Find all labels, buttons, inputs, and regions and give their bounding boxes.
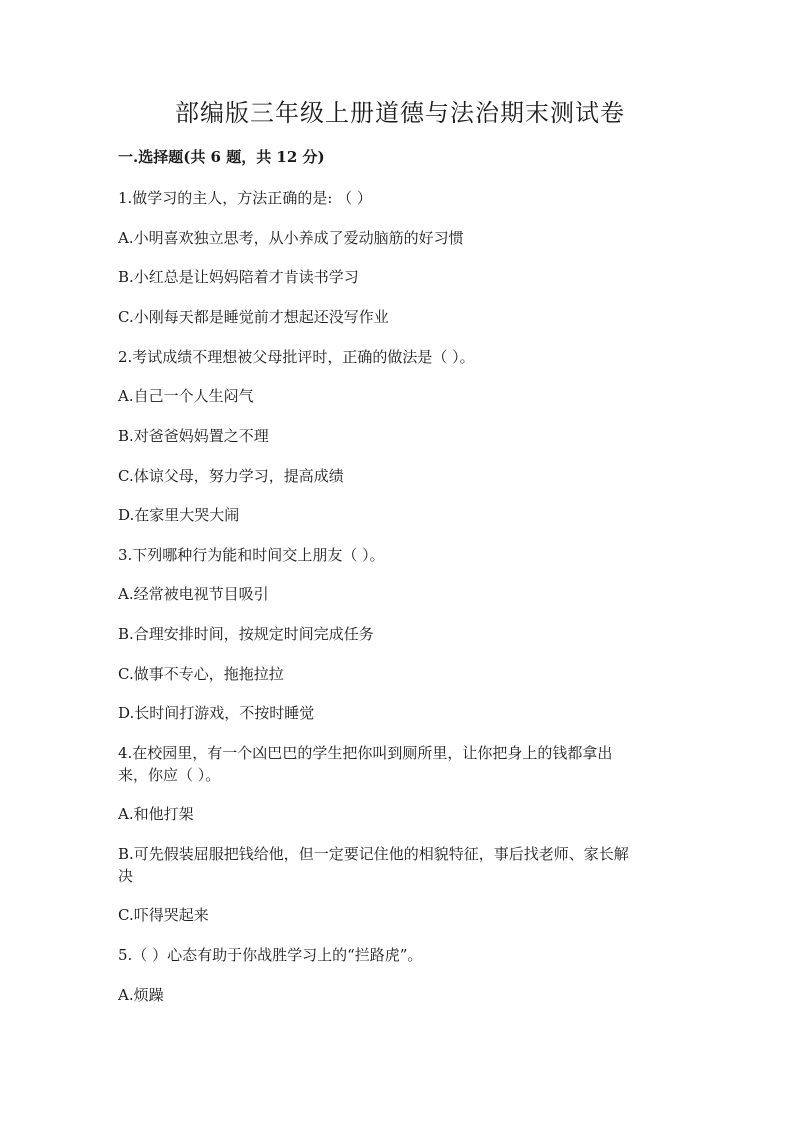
question-4-stem-line-2: 来，你应（ ）。	[118, 766, 221, 784]
question-2-option-d: D.在家里大哭大闹	[118, 506, 240, 524]
question-1-stem: 1.做学习的主人，方法正确的是: （ ）	[118, 189, 372, 207]
question-2-option-b: B.对爸爸妈妈置之不理	[118, 427, 269, 445]
question-3-option-a: A.经常被电视节目吸引	[118, 585, 269, 603]
question-5-option-a: A.烦躁	[118, 986, 164, 1004]
section-heading: 一.选择题(共 6 题，共 12 分)	[118, 148, 325, 166]
question-1-option-c: C.小刚每天都是睡觉前才想起还没写作业	[118, 308, 389, 326]
question-5-stem: 5.（ ）心态有助于你战胜学习上的“拦路虎”。	[118, 946, 423, 964]
question-2-option-c: C.体谅父母，努力学习，提高成绩	[118, 467, 344, 485]
question-2-option-a: A.自己一个人生闷气	[118, 387, 254, 405]
question-3-option-c: C.做事不专心，拖拖拉拉	[118, 665, 284, 683]
question-4-option-a: A.和他打架	[118, 805, 194, 823]
question-1-option-b: B.小红总是让妈妈陪着才肯读书学习	[118, 268, 359, 286]
question-3-option-d: D.长时间打游戏，不按时睡觉	[118, 704, 315, 722]
question-4-option-c: C.吓得哭起来	[118, 906, 209, 924]
question-4-option-b-line-1: B.可先假装屈服把钱给他，但一定要记住他的相貌特征，事后找老师、家长解	[118, 845, 629, 863]
question-3-option-b: B.合理安排时间，按规定时间完成任务	[118, 625, 374, 643]
page-title: 部编版三年级上册道德与法治期末测试卷	[175, 99, 625, 127]
question-4-stem-line-1: 4.在校园里，有一个凶巴巴的学生把你叫到厕所里，让你把身上的钱都拿出	[118, 744, 613, 762]
question-2-stem: 2.考试成绩不理想被父母批评时，正确的做法是（ ）。	[118, 348, 475, 366]
question-3-stem: 3.下列哪种行为能和时间交上朋友（ ）。	[118, 546, 385, 564]
question-1-option-a: A.小明喜欢独立思考，从小养成了爱动脑筋的好习惯	[118, 229, 464, 247]
question-4-option-b-line-2: 决	[118, 867, 134, 885]
